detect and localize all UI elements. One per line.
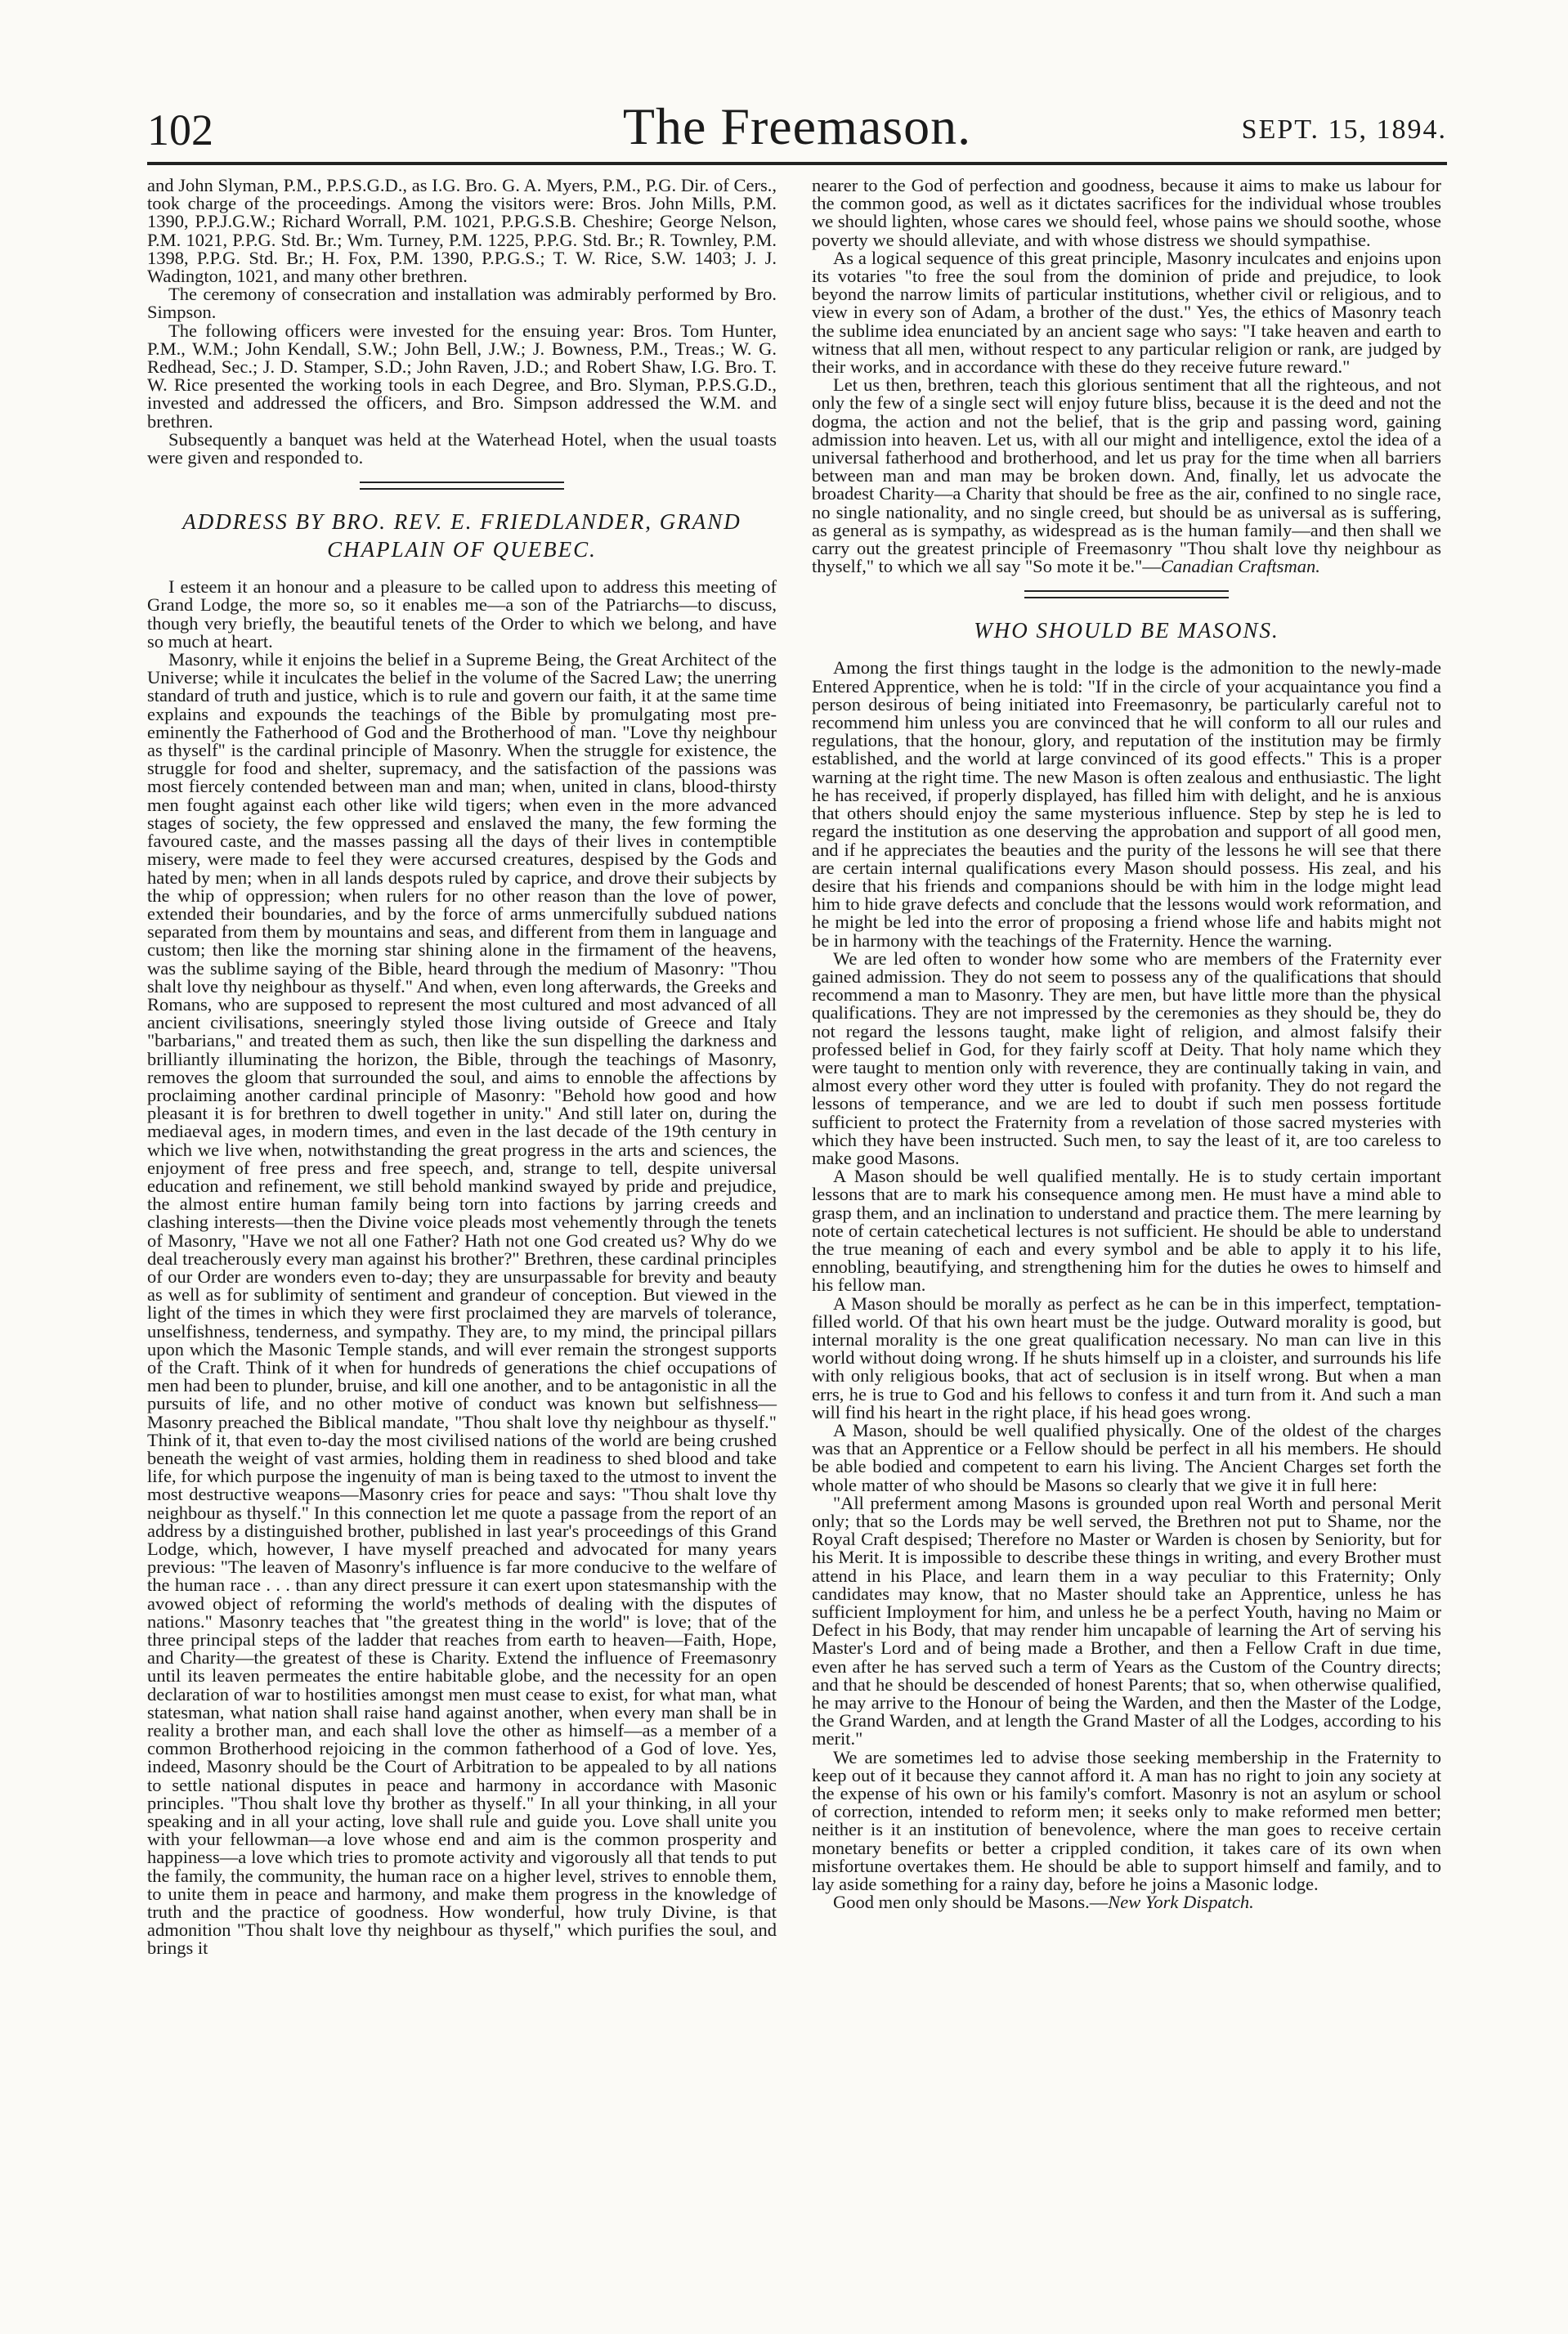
paragraph (812, 1893, 1441, 1911)
paragraph: Subsequently a banquet was held at the Waterhead Hotel, when the usual toasts were given and responded to. (147, 428, 777, 468)
issue-date: SEPT. 15, 1894. (1241, 114, 1447, 145)
paragraph: I esteem it an honour and a pleasure to be called upon to address this meeting of Grand Lodge, the more so, so it enables me—a son of the Patriarchs—to discuss, though very briefly, the beautiful tenets of the Order to which we belong, and have so much at heart. (147, 576, 777, 652)
paragraph (812, 376, 1441, 576)
paragraph: nearer to the God of perfection and goodness, because it aims to make us labour for the common good, as well as it dictates sacrifices for the individual whose troubles we should lighten, whose cares we should feel, whose pains we should soothe, whose poverty we should alleviate, and with whose distress we should sympathise. (812, 175, 1441, 250)
source-attribution: Canadian Craftsman. (1160, 556, 1320, 577)
paragraph: A Mason should be morally as perfect as he can be in this imperfect, temptation-filled world. Of that his own heart must be the judge. Outward morality is good, but internal morality is the one great qualification necessary. No man can live in this world without doing wrong. If he shuts himself up in a cloister, and surrounds his life with only religious books, that act of seclusion is in itself wrong. But when a man errs, he is true to God and his fellows to confess it and turn from it. And such a man will find his heart in the right place, if his head goes wrong. (812, 1292, 1441, 1422)
paragraph: The ceremony of consecration and installation was admirably performed by Bro. Simpson. (147, 284, 777, 323)
paragraph: As a logical sequence of this great principle, Masonry inculcates and enjoins upon its votaries "to free the soul from the dominion of pride and prejudice, to look beyond the narrow limits of particular institutions, whether civil or religious, and to view in every son of Adam, a brother of the dust." Yes, the ethics of Masonry teach the sublime idea enunciated by an ancient sage who says: "I take heaven and earth to witness that all men, without respect to any particular religion or rank, are judged by their works, and in accordance with these do they receive future reward." (812, 247, 1441, 378)
paragraph: Among the first things taught in the lodge is the admonition to the newly-made Entered Apprentice, when he is told: "If in the circle of your acquaintance you find a person desirous of being initiated into Freemasonry, be particularly careful not to recommend him unless you are convinced that he will conform to all our rules and regulations, that the honour, glory, and reputation of the institution may be firmly established, and the world at large convinced of its good effects." This is a proper warning at the right time. The new Mason is often zealous and enthusiastic. The light he has received, if properly displayed, has filled him with delight, and he is anxious that others should enjoy the same mysterious influence. Step by step he is led to regard the institution as one deserving the approbation and support of all good men, and if he appreciates the beauties and the purity of the lessons he will see that there are certain internal qualifications every Mason should possess. His zeal, and his desire that his friends and companions should be with him in the lodge might lead him to hide grave defects and conclude that the lessons would work reformation, and he might be led into the error of proposing a friend whose life and habits might not be in harmony with the teachings of the Fraternity. Hence the warning. (812, 657, 1441, 951)
article-heading-address: ADDRESS BY BRO. REV. E. FRIEDLANDER, GRAND CHAPLAIN OF QUEBEC. (182, 509, 741, 562)
paragraph: We are sometimes led to advise those seeking membership in the Fraternity to keep out of it because they cannot afford it. A man has no right to join any society at the expense of his own or his family's comfort. Masonry is not an asylum or school of correction, intended to reform men; it seeks only to make reformed men better; neither is it an institution of benevolence, where the man goes to receive certain monetary benefits or better a crippled condition, it takes care of its own when misfortune overtakes them. He should be able to support himself and family, and to lay aside something for a rainy day, before he joins a Masonic lodge. (812, 1746, 1441, 1895)
paragraph: A Mason, should be well qualified physically. One of the oldest of the charges was that an Apprentice or a Fellow should be perfect in all his members. He should be able bodied and competent to earn his living. The Ancient Charges set forth the whole matter of who should be Masons so clearly that we give it in full here: (812, 1420, 1441, 1495)
right-column (812, 177, 1441, 1911)
page-number: 102 (147, 105, 213, 155)
newspaper-title: The Freemason. (622, 97, 972, 155)
section-divider (360, 482, 564, 490)
paragraph: and John Slyman, P.M., P.P.S.G.D., as I.G. Bro. G. A. Myers, P.M., P.G. Dir. of Cers., took charge of the proceedings. Among the visitors were: Bros. John Mills, P.M. 1390, P.P.J.G.W.; Richard Worrall, P.M. 1021, P.P.G.S.B. Cheshire; George Nelson, P.M. 1021, P.P.G. Std. Br.; Wm. Turney, P.M. 1225, P.P.G. Std. Br.; R. Townley, P.M. 1398, P.P.G. Std. Br.; H. Fox, P.M. 1390, P.P.G.S.; T. W. Rice, S.W. 1403; J. J. Wadington, 1021, and many other brethren. (147, 175, 777, 287)
source-attribution: New York Dispatch. (1108, 1892, 1254, 1913)
section-divider (1024, 590, 1229, 598)
article-heading-who-should-be-masons: WHO SHOULD BE MASONS. (974, 618, 1279, 643)
paragraph: Masonry, while it enjoins the belief in a Supreme Being, the Great Architect of the Universe; while it inculcates the belief in the volume of the Sacred Law; the unerring standard of truth and justice, which is to rule and govern our faith, it at the same time explains and expounds the teachings of the Bible by promulgating most pre-eminently the Fatherhood of God and the Brotherhood of man. "Love thy neighbour as thyself" is the cardinal principle of Masonry. When the struggle for existence, the struggle for food and shelter, supremacy, and the satisfaction of the passions was most fiercely contended between man and man; when, united in clans, blood-thirsty men fought against each other like wild tigers; when even in the more advanced stages of society, the few oppressed and enslaved the many, the few forming the favoured caste, and the masses passing all the days of their lives in contemptible misery, were made to feel they were accursed creatures, despised by the Gods and hated by men; when in all lands despots ruled by caprice, and drove their subjects by the whip of oppression; when rulers for no other reason than the love of power, extended their boundaries, and by the force of arms unmercifully subdued nations separated from them by mountains and seas, and different from them in language and custom; then like the morning star shining alone in the firmament of the heavens, was the sublime saying of the Bible, heard through the medium of Masonry: "Thou shalt love thy neighbour as thyself." And when, even long afterwards, the Greeks and Romans, who are supposed to represent the most cultured and most advanced of all ancient civilisations, sneeringly styled those living outside of Greece and Italy "barbarians," and treated them as such, then like the sun dispelling the darkness and brilliantly illuminating the horizon, the Bible, through the teachings of Masonry, removes the gloom that surrounded the soul, and aims to ennoble the affections by proclaiming another cardinal principle of Masonry: "Behold how good and how pleasant it is for brethren to dwell together in unity." And still later on, during the mediaeval ages, in modern times, and even in the last decade of the 19th century in which we live when, notwithstanding the great progress in the arts and sciences, the enjoyment of free press and free speech, and, strange to tell, despite universal education and refinement, we still behold mankind swayed by pride and prejudice, the almost entire human family being torn into factions by jarring creeds and clashing interests—then the Divine voice pleads most vehemently through the tenets of Masonry, "Have we not all one Father? Hath not one God created us? Why do we deal treacherously every man against his brother?" Brethren, these cardinal principles of our Order are wonders even to-day; they are unsurpassable for brevity and beauty as well as for sublimity of sentiment and grandeur of conception. But viewed in the light of the times in which they were first proclaimed they are marvels of tolerance, unselfishness, tenderness, and sympathy. They are, to my mind, the principal pillars upon which the Masonic Temple stands, and will ever remain the strongest supports of the Craft. Think of it when for hundreds of generations the chief occupations of men had been to plunder, bruise, and kill one another, and to be antagonistic in all the pursuits of life, and no other motive of conduct was known but selfishness—Masonry preached the Biblical mandate, "Thou shalt love thy neighbour as thyself." Think of it, that even to-day the most civilised nations of the world are being crushed beneath the weight of vast armies, holding them in readiness to shed blood and take life, for which purpose the ingenuity of man is being taxed to the utmost to invent the most destructive weapons—Masonry cries for peace and says: "Thou shalt love thy neighbour as thyself." In this connection let me quote a passage from the report of an address by a distinguished brother, published in last year's proceedings of this Grand Lodge, which, however, I have myself preached and advocated for many years previous: "The leaven of Masonry's influence is far more conducive to the welfare of the human race . . . than any direct pressure it can exert upon statesmanship with the avowed object of reforming the world's methods of dealing with the disputes of nations." Masonry teaches that "the greatest thing in the world" is love; that of the three principal steps of the ladder that reaches from earth to heaven—Faith, Hope, and Charity—the greatest of these is Charity. Extend the influence of Freemasonry until its leaven permeates the entire habitable globe, and the necessity for an open declaration of war to hostilities amongst men must cease to exist, for what man, what statesman, what nation shall raise hand against another, when every man shall be in reality a brother man, and each shall love the other as himself—as a member of a common Brotherhood rejoicing in the common fatherhood of a God of love. Yes, indeed, Masonry should be the Court of Arbitration to be appealed to by all nations to settle national disputes in peace and harmony in accordance with Masonic principles. "Thou shalt love thy brother as thyself." In all your thinking, in all your speaking and in all your acting, love shall rule and guide you. Love shall unite you with your fellowman—a love whose end and aim is the common prosperity and happiness—a love which tries to promote activity and vigorously all that tends to put the family, the community, the human race on a higher level, strives to ennoble them, to unite them in peace and harmony, and make them progress in the knowledge of truth and the practice of goodness. How wonderful, how truly Divine, is that admonition "Thou shalt love thy neighbour as thyself," which purifies the soul, and brings it (147, 649, 777, 1959)
left-column (147, 177, 777, 1958)
paragraph-text: Let us then, brethren, teach this glorious sentiment that all the righteous, and not only the few of a single sect will enjoy future bliss, because it is the deed and not the dogma, the action and not the belief, that is the grip and passing word, gaining admission into heaven. Let us, with all our might and intelligence, extol the idea of a universal fatherhood and brotherhood, and let us pray for the time when all barriers between man and man may be broken down. And, finally, let us advocate the broadest Charity—a Charity that should be free as the air, confined to no single race, no single nationality, and no single creed, but should be as universal as is suffering, as general as is sympathy, as widespread as is the human family—and then shall we carry out the greatest principle of Freemasonry "Thou shalt love thy neighbour as thyself," to which we all say "So mote it be."— (812, 374, 1441, 577)
paragraph: A Mason should be well qualified mentally. He is to study certain important lessons that are to mark his consequence among men. He must have a mind able to grasp them, and an inclination to understand and practice them. The mere learning by note of certain catechetical lectures is not sufficient. He should be able to understand the true meaning of each and every symbol and be able to apply it to his life, ennobling, beautifying, and strengthening him for the duties he owes to himself and his fellow man. (812, 1166, 1441, 1296)
paragraph-text: Good men only should be Masons.— (833, 1892, 1109, 1913)
paragraph: "All preferment among Masons is grounded upon real Worth and personal Merit only; that so the Lords may be well served, the Brethren not put to Shame, nor the Royal Craft despised; Therefore no Master or Warden is chosen by Seniority, but for his Merit. It is impossible to describe these things in writing, and every Brother must attend in his Place, and learn them in a way peculiar to this Fraternity; Only candidates may know, that no Master should take an Apprentice, unless he has sufficient Imployment for him, and unless he be a perfect Youth, having no Maim or Defect in his Body, that may render him uncapable of learning the Art of serving his Master's Lord and of being made a Brother, and then a Fellow Craft in due time, even after he has served such a term of Years as the Custom of the Country directs; and that he should be descended of honest Parents; that so, when otherwise qualified, he may arrive to the Honour of being the Warden, and then the Master of the Lodge, the Grand Warden, and at length the Grand Master of all the Lodges, according to his merit." (812, 1492, 1441, 1749)
masthead-rule (147, 162, 1447, 165)
paragraph: The following officers were invested for the ensuing year: Bros. Tom Hunter, P.M., W.M.; John Kendall, S.W.; John Bell, J.W.; J. Bowness, P.M., Treas.; W. G. Redhead, Sec.; J. D. Stamper, S.D.; John Raven, J.D.; and Robert Shaw, I.G. Bro. T. W. Rice presented the working tools in each Degree, and Bro. Slyman, P.P.S.G.D., invested and addressed the officers, and Bro. Simpson addressed the W.M. and brethren. (147, 320, 777, 432)
masthead (147, 96, 1447, 162)
paragraph: We are led often to wonder how some who are members of the Fraternity ever gained admission. They do not seem to possess any of the qualifications that should recommend a man to Masonry. They are men, but have little more than the physical qualifications. They are not impressed by the ceremonies as they should be, they do not regard the lessons taught, make light of religion, and almost falsify their professed belief in God, for they fairly scoff at Deity. That holy name which they were taught to mention only with reverence, they are continually taking in vain, and almost every other word they utter is fouled with profanity. They do not regard the lessons of temperance, and we are led to doubt if such men possess fortitude sufficient to protect the Fraternity from a revelation of those sacred mysteries with which they have been instructed. Such men, to say the least of it, are too careless to make good Masons. (812, 947, 1441, 1168)
